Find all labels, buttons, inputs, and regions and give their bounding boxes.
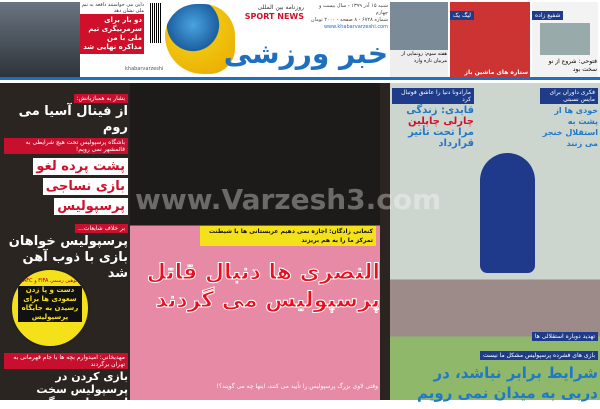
kicker: بر خلاف شایعات... [75,224,128,233]
main-headline-line2: پرسپولیس می گردند [155,288,380,313]
teaser-intro: دایی می خواستند دافعه به تیم ملی نشان دهد [81,2,144,14]
headline[interactable]: پرسپولیس خواهان بازی با ذوب آهن شد [8,234,128,281]
issue-date: شنبه ۱۵ آذر ۱۳۹۹ - سال بیست و چهارم [318,3,388,16]
thumb-caption: هفته سوم: رونمایی از مربیان تازه وارد [401,51,447,64]
right-headline[interactable]: شرایط برابر نباشد، در دربی به میدان نمی رویم [417,364,598,402]
headline[interactable]: قایدی: زندگی [406,105,474,116]
barcode [150,3,162,43]
red-headline-line[interactable]: پرسپولیس [54,198,128,215]
yellow-badge[interactable] [10,268,90,348]
left-teaser [80,2,144,54]
badge-text: دست و پا زدن سعودی ها برای رسیدن به جایگاه پرسپولیس [18,286,82,322]
thumb-caption: فتوحی: شروع از نو سخت بود [548,58,597,73]
kicker: باشگاه پرسپولیس تحت هیچ شرایطی به قائمشهر نمی رویم! [4,138,128,154]
kicker: فکری داوران برای مایس نسبتی [540,88,598,104]
issue-number: شماره ۶۷۲۸ - ۸ صفحه - ۲۰۰۰ تومان [310,17,388,23]
kicker: مهدیخانی: امیدوارم بچه ها با جام قهرمانی به تهران برگردند [4,353,128,369]
red-headline-line[interactable]: بازی نساجی [43,178,128,195]
social-handle: khabarvarzeshi [125,66,164,72]
thumb-3[interactable] [390,2,448,78]
teaser-headline[interactable]: دو بار برای سرمربیگری تیم ملی با من مذاکره نهایی شد [80,14,144,54]
thumb-2[interactable] [450,2,530,78]
thumb-caption: ستاره های ماشین باز [464,69,528,76]
logo: خبر ورزشی [223,37,388,70]
kicker: بازی های فشرده پرسپولیس مشکل ما نیست [480,351,598,360]
thumb-1[interactable] [532,2,598,78]
center-kicker: کنعانی زادگان: اجازه نمی دهیم عربستانی ها با شیطنت تمرکز ما را به هم بریزند [200,226,376,246]
main-headline[interactable] [132,259,380,315]
main-area [0,83,600,409]
kicker: مارادونا دنیا را عاشق فوتبال کرد [392,88,474,104]
headline-red[interactable]: چارلی چاپلین [408,116,474,127]
thumb-tag: شفیع زاده [532,11,563,20]
kicker: بشار به همبازیانش: [74,94,128,103]
masthead [0,0,600,80]
headline[interactable]: خودی ها از پشت به استقلال خنجر می زنند [542,106,598,148]
watermark: www.Varzesh3.com [135,183,442,216]
center-footer: وقتی لاوی بزرگ پرسپولیس را تأیید می کنند، اینها چه می گویند؟! [216,383,378,390]
left-teaser-photo [0,2,80,78]
headline[interactable]: از فینال آسیا می روم [18,104,128,135]
headline[interactable]: مرا تحت تأثیر قرارداد [408,127,474,149]
kicker: تهدید دوباره استقلالی ها [532,332,598,341]
badge-top: توهین رسمی FIFA و AFC [22,278,78,284]
website: www.khabarvarzeshi.com [323,24,388,30]
thumb-tag: لیگ یک [450,11,474,20]
left-column [4,85,128,282]
sport-news-en: SPORT NEWS [244,12,304,21]
sport-news-fa: روزنامه بین المللی [257,4,304,11]
red-headline-line[interactable]: پشت پرده لغو [33,158,128,175]
main-headline-line1: النصری ها دنبال قاتل [146,260,380,285]
player-figure [480,153,535,273]
headline[interactable]: بازی کردن در پرسپولیس سخت است، باید بجنگم [36,370,128,409]
